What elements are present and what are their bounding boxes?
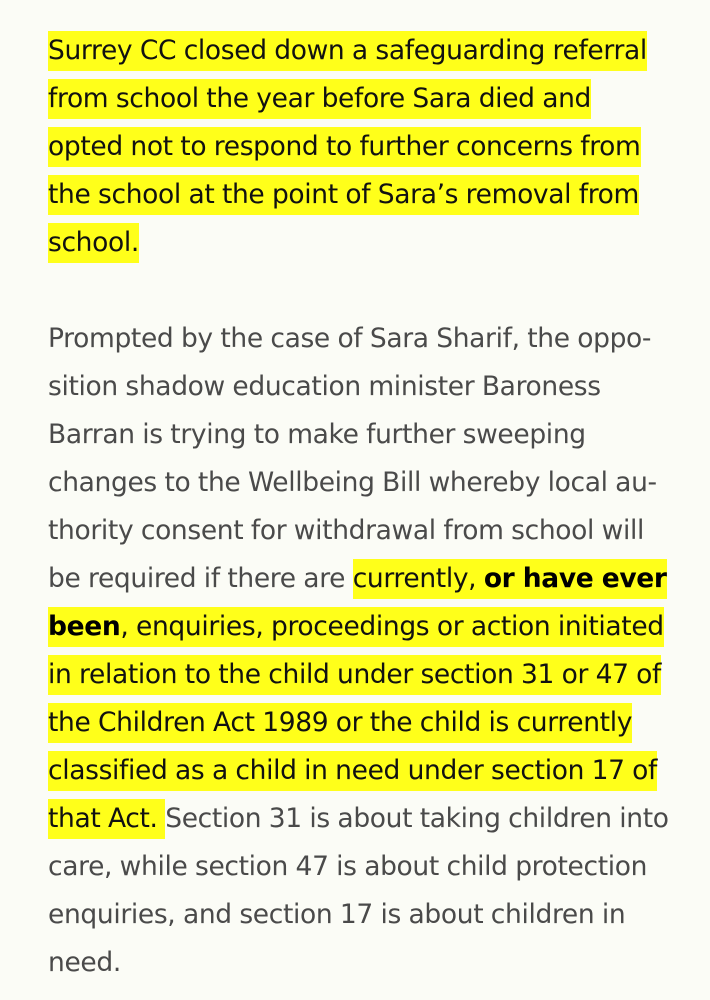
highlighted-text: Surrey CC closed down a safeguarding referral from school the year before Sara died and opted not to respond to further concerns from the school at the point of Sara’s removal from school. [48,31,647,263]
article-body [48,27,673,987]
highlight-body: , enquiries, proceedings or action initiated in relation to the child under section 31 or 47 of the Children Act 1989 or the child is currently classified as a child in need under section 17 of that Act. [48,611,664,834]
paragraph-surrey-referral [48,27,673,267]
highlighted-text [48,559,667,839]
paragraph-text: Section 31 is about taking children into care, while section 47 is about child protection enquiries, and section 17 is about children in need. [48,803,669,978]
highlight-lead: currently, [352,563,484,594]
bold-emphasis: or have ever been [48,563,667,642]
paragraph-text: Prompted by the case of Sara Sharif, the opposition shadow education minister Baroness Barran is trying to make further sweeping changes to the Wellbeing Bill whereby local authority consent for withdrawal from school will be required if there are [48,323,658,594]
paragraph-barran-amendment [48,315,673,987]
